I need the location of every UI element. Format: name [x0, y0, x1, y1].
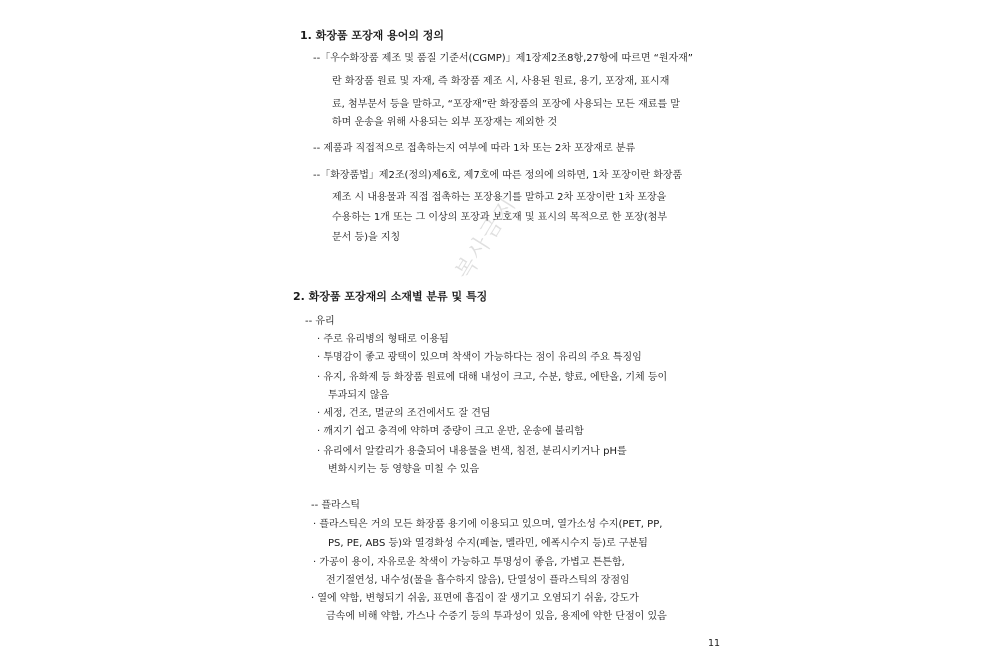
s1-item1-line1: --「우수화장품 제조 및 품질 기준서(CGMP)」제1장제2조8항,27항에 따르면 “원자재” — [313, 53, 693, 64]
section2-heading: 2. 화장품 포장재의 소재별 분류 및 특징 — [293, 290, 488, 303]
glass-bullet-2: · 투명감이 좋고 광택이 있으며 착색이 가능하다는 점이 유리의 주요 특징임 — [317, 352, 642, 363]
glass-bullet-6-cont: 변화시키는 등 영향을 미칠 수 있음 — [328, 464, 480, 475]
glass-bullet-4: · 세정, 건조, 멸균의 조건에서도 잘 견딤 — [317, 408, 491, 419]
glass-bullet-6: · 유리에서 알칼리가 용출되어 내용물을 변색, 침전, 분리시키거나 pH를 — [317, 446, 627, 457]
glass-bullet-1: · 주로 유리병의 형태로 이용됨 — [317, 334, 449, 345]
s1-item1-line4: 하며 운송을 위해 사용되는 외부 포장재는 제외한 것 — [332, 117, 558, 128]
plastic-bullet-3: · 열에 약함, 변형되기 쉬움, 표면에 흠집이 잘 생기고 오염되기 쉬움, 강도가 — [311, 593, 639, 604]
glass-bullet-5: · 깨지기 쉽고 충격에 약하며 중량이 크고 운반, 운송에 불리함 — [317, 426, 584, 437]
page-number: 11 — [708, 638, 721, 649]
s1-item1-line3: 료, 첨부문서 등을 말하고, “포장재”란 화장품의 포장에 사용되는 모든 재료를 말 — [332, 99, 680, 110]
plastic-bullet-2-cont: 전기절연성, 내수성(물을 흡수하지 않음), 단열성이 플라스틱의 장점임 — [326, 575, 630, 586]
s1-item2-line1: -- 제품과 직접적으로 접촉하는지 여부에 따라 1차 또는 2차 포장재로 분류 — [313, 143, 636, 154]
plastic-bullet-1-cont: PS, PE, ABS 등)와 열경화성 수지(페놀, 멜라민, 에폭시수지 등)로 구분됨 — [328, 538, 648, 549]
section1-heading: 1. 화장품 포장재 용어의 정의 — [300, 29, 445, 42]
s1-item1-line2: 란 화장품 원료 및 자재, 즉 화장품 제조 시, 사용된 원료, 용기, 포장재, 표시재 — [332, 76, 670, 87]
s1-item3-line3: 수용하는 1개 또는 그 이상의 포장과 보호재 및 표시의 목적으로 한 포장(첨부 — [332, 212, 668, 223]
plastic-bullet-1: · 플라스틱은 거의 모든 화장품 용기에 이용되고 있으며, 열가소성 수지(PET, PP, — [313, 519, 663, 530]
glass-bullet-3-cont: 투과되지 않음 — [328, 390, 390, 401]
s1-item3-line1: --「화장품법」제2조(정의)제6호, 제7호에 따른 정의에 의하면, 1차 포장이란 화장품 — [313, 170, 683, 181]
watermark: 복사금지 — [451, 191, 522, 284]
plastic-bullet-2: · 가공이 용이, 자유로운 착색이 가능하고 투명성이 좋음, 가볍고 튼튼함, — [313, 557, 625, 568]
glass-label: -- 유리 — [305, 316, 335, 327]
glass-bullet-3: · 유지, 유화제 등 화장품 원료에 대해 내성이 크고, 수분, 향료, 에탄올, 기체 등이 — [317, 372, 668, 383]
s1-item3-line2: 제조 시 내용물과 직접 접촉하는 포장용기를 말하고 2차 포장이란 1차 포장을 — [332, 192, 667, 203]
plastic-bullet-3-cont: 금속에 비해 약함, 가스나 수증기 등의 투과성이 있음, 용제에 약한 단점이 있음 — [326, 611, 667, 622]
plastic-label: -- 플라스틱 — [311, 500, 361, 511]
s1-item3-line4: 문서 등)을 지칭 — [332, 232, 401, 243]
